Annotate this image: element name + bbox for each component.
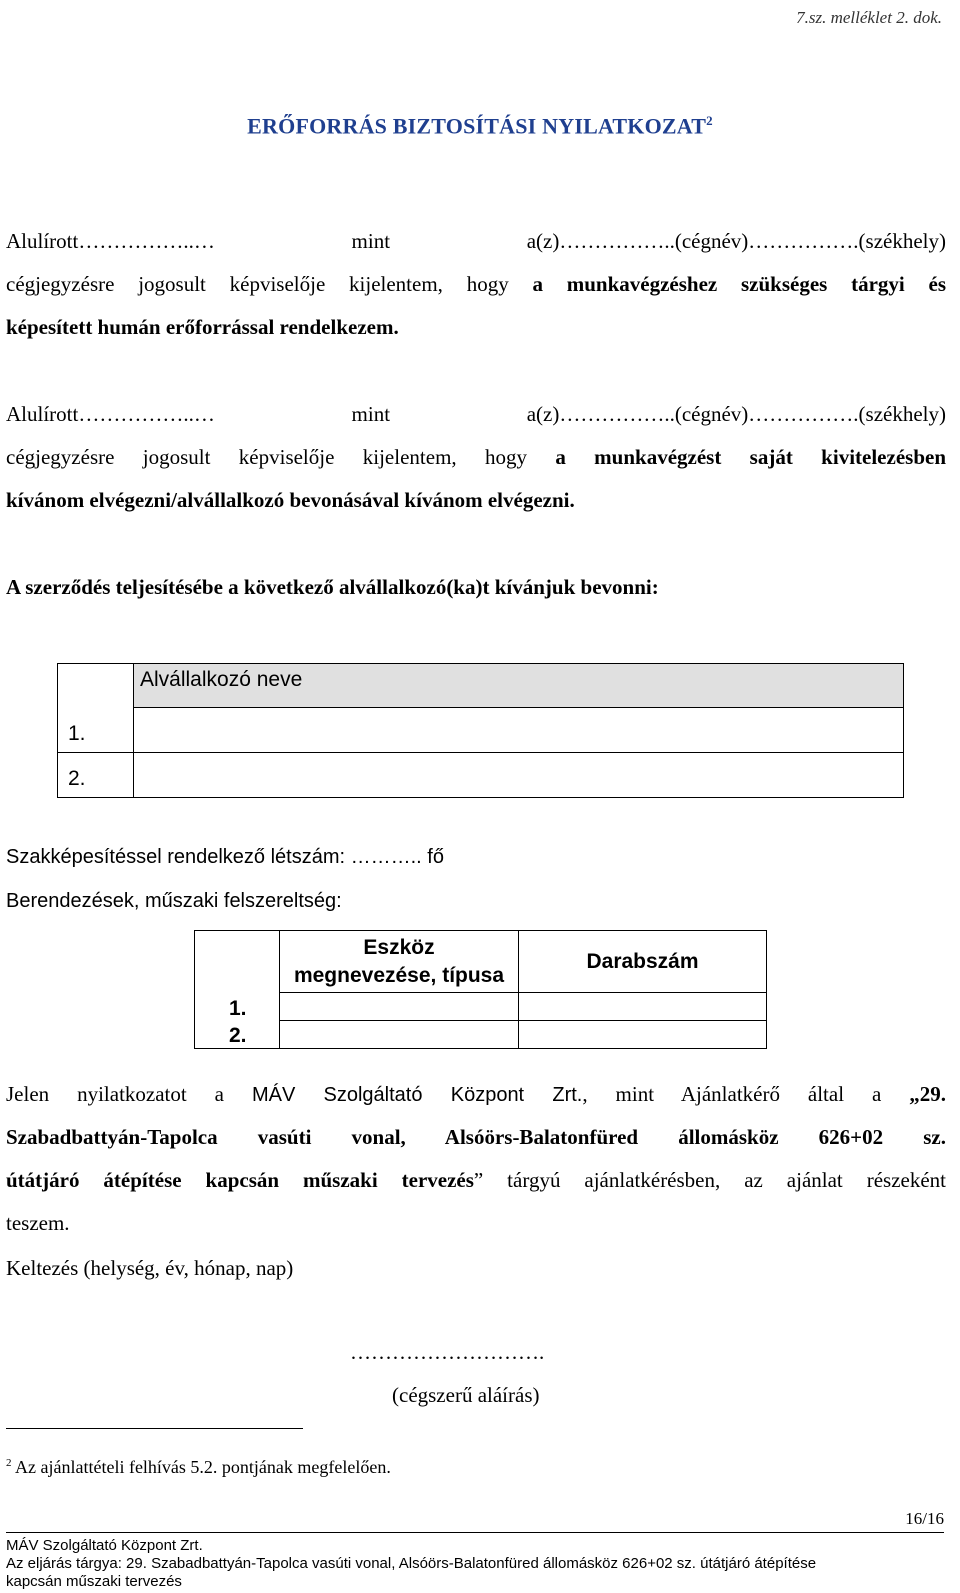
page-number: 16/16: [905, 1509, 944, 1528]
footnote-mark: 2: [6, 1457, 12, 1469]
equipment-name-header-line2: megnevezése, típusa: [293, 963, 505, 987]
footer-subject-line1: Az eljárás tárgya: 29. Szabadbattyán-Tapolca vasúti vonal, Alsóörs-Balatonfüred állomásköz 626+02 sz. útátjáró átépítése: [6, 1555, 817, 1572]
equipment-row-1-count[interactable]: [519, 993, 767, 1021]
declaration1-line3: képesített humán erőforrással rendelkezem.: [6, 315, 399, 339]
closing-line4: teszem.: [6, 1211, 70, 1235]
footnote-text: Az ajánlattételi felhívás 5.2. pontjának megfelelően.: [11, 1457, 391, 1477]
staff-count: Szakképesítéssel rendelkező létszám: ……….. fő: [6, 846, 444, 868]
title-footnote-mark: 2: [706, 113, 713, 128]
subcontractor-row-number: 2.: [58, 753, 134, 798]
footnote: [6, 1457, 391, 1478]
signature-label: (cégszerű aláírás): [392, 1383, 540, 1407]
equipment-name-header: [280, 931, 519, 993]
closing-line3-bold: útátjáró átépítése kapcsán műszaki tervezés: [6, 1168, 474, 1192]
declaration1-line2-plain: cégjegyzésre jogosult képviselője kijelentem, hogy: [6, 272, 533, 296]
closing-line1-d: „29.: [909, 1082, 947, 1106]
equipment-row-2-count[interactable]: [519, 1021, 767, 1049]
equipment-row-1-name[interactable]: [280, 993, 519, 1021]
closing-line1-company: MÁV Szolgáltató Központ Zrt.: [251, 1084, 583, 1106]
subcontractor-intro: A szerződés teljesítésébe a következő alvállalkozó(ka)t kívánjuk bevonni:: [6, 575, 659, 599]
date-label: Keltezés (helység, év, hónap, nap): [6, 1256, 294, 1280]
declaration2-line1: Alulírott……………..… mint a(z)……………..(cégnév)…………….(székhely): [6, 402, 946, 426]
equipment-row-number: 1.: [195, 993, 280, 1021]
equipment-count-header: Darabszám: [519, 931, 767, 993]
footnote-separator: [6, 1428, 303, 1429]
equipment-name-header-line1: Eszköz: [363, 935, 435, 959]
subcontractor-row-number: 1.: [58, 708, 134, 753]
subcontractor-row-1-name[interactable]: [134, 708, 904, 753]
signature-dots[interactable]: ……………………….: [350, 1340, 545, 1364]
declaration1-line2: [6, 272, 946, 296]
closing-line1-c: , mint Ajánlatkérő által a: [582, 1082, 910, 1106]
declaration2-line3: kívánom elvégezni/alvállalkozó bevonásával kívánom elvégezni.: [6, 488, 575, 512]
equipment-row-2-name[interactable]: [280, 1021, 519, 1049]
closing-line1: [6, 1082, 946, 1107]
annex-label: 7.sz. melléklet 2. dok.: [796, 8, 942, 27]
declaration2-line2-plain: cégjegyzésre jogosult képviselője kijelentem, hogy: [6, 445, 556, 469]
footer-company: MÁV Szolgáltató Központ Zrt.: [6, 1537, 203, 1554]
declaration2-line2-bold: a munkavégzést saját kivitelezésben: [555, 445, 946, 469]
closing-line3: [6, 1168, 946, 1192]
title-text: ERŐFORRÁS BIZTOSÍTÁSI NYILATKOZAT: [247, 113, 707, 139]
declaration2-line2: [6, 445, 946, 469]
equipment-row-number: 2.: [195, 1021, 280, 1049]
footer-separator: [6, 1532, 944, 1533]
subcontractor-header-label: Alvállalkozó neve: [140, 668, 303, 691]
equipment-table: [194, 930, 767, 1049]
footer-subject-line2: kapcsán műszaki tervezés: [6, 1573, 182, 1590]
page-title: [0, 113, 960, 139]
declaration1-line1: Alulírott……………..… mint a(z)……………..(cégnév)…………….(székhely): [6, 229, 946, 253]
equipment-table-corner: [195, 931, 280, 993]
closing-line1-a: Jelen nyilatkozatot a: [6, 1082, 252, 1106]
subcontractor-table-corner: [58, 664, 134, 708]
subcontractor-table: [57, 663, 904, 798]
equipment-label: Berendezések, műszaki felszereltség:: [6, 890, 342, 912]
closing-line2: Szabadbattyán-Tapolca vasúti vonal, Alsóörs-Balatonfüred állomásköz 626+02 sz.: [6, 1125, 946, 1149]
subcontractor-row-2-name[interactable]: [134, 753, 904, 798]
subcontractor-table-header: [134, 664, 904, 708]
declaration1-line2-bold: a munkavégzéshez szükséges tárgyi és: [532, 272, 947, 296]
closing-line3-plain: ” tárgyú ajánlatkérésben, az ajánlat részeként: [473, 1168, 946, 1192]
